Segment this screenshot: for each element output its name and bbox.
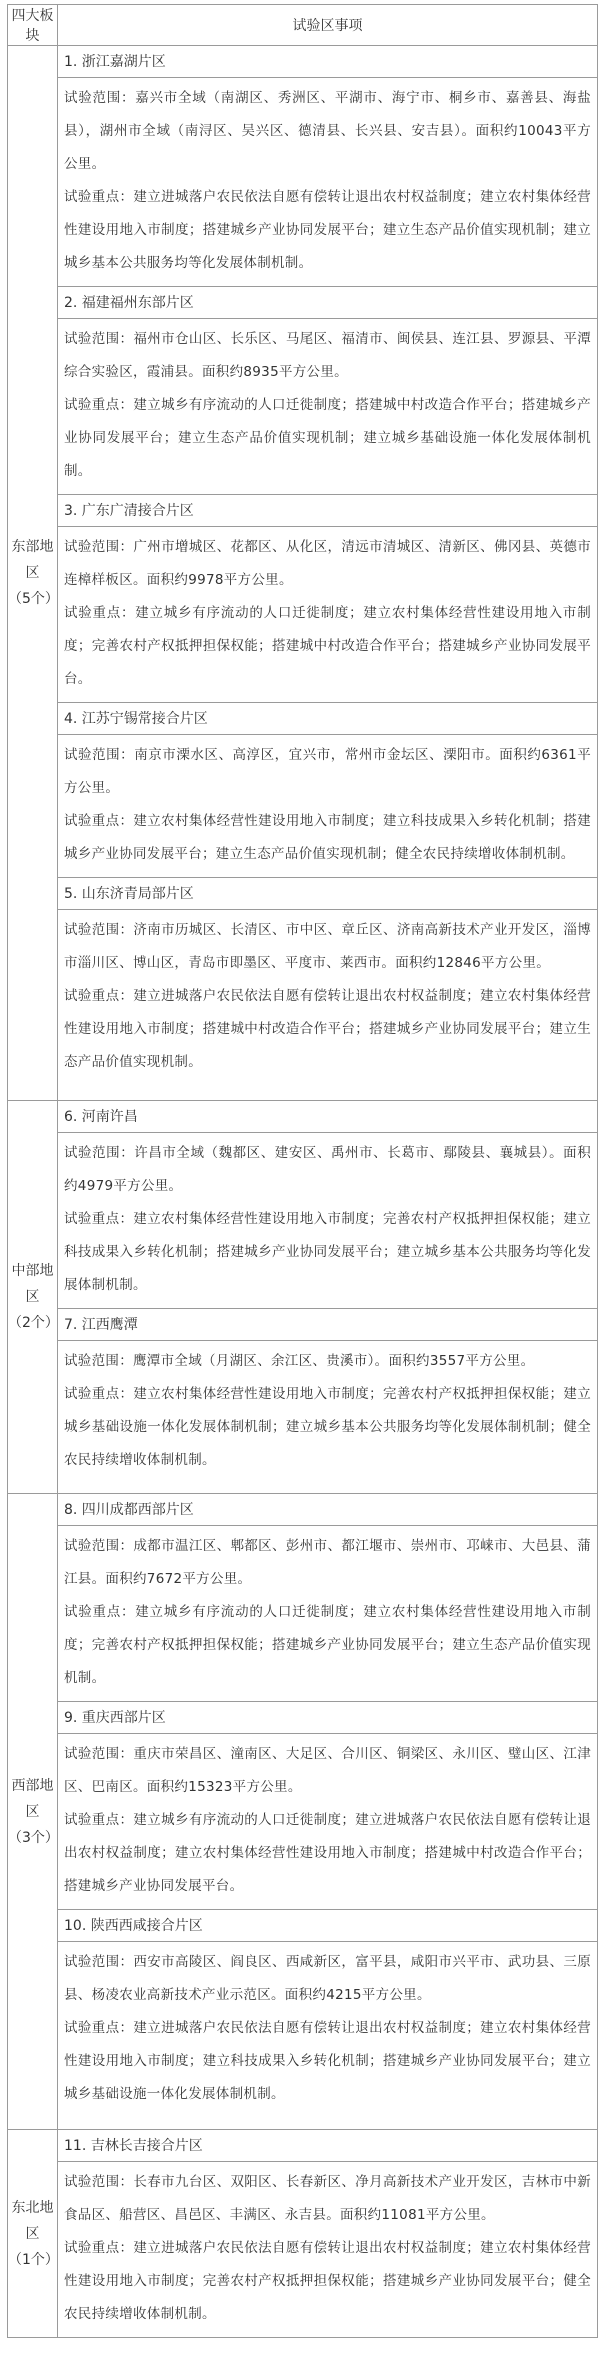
area-focus: 试验重点：建立进城落户农民依法自愿有偿转让退出农村权益制度；建立农村集体经营性建设用地入市制度；完善农村产权抵押担保权能；搭建城乡产业协同发展平台；健全农民持续增收体制机制。 [64, 2240, 591, 2322]
area-focus: 试验重点：建立进城落户农民依法自愿有偿转让退出农村权益制度；建立农村集体经营性建设用地入市制度；搭建城中村改造合作平台；搭建城乡产业协同发展平台；建立生态产品价值实现机制。 [64, 988, 591, 1070]
area-title: 10. 陕西西咸接合片区 [58, 1910, 597, 1942]
table-row [8, 46, 598, 287]
table-row [8, 495, 598, 703]
area-scope: 试验范围：许昌市全域（魏都区、建安区、禹州市、长葛市、鄢陵县、襄城县）。面积约4979平方公里。 [64, 1145, 591, 1194]
area-scope: 试验范围：长春市九台区、双阳区、长春新区、净月高新技术产业开发区，吉林市中新食品区、船营区、昌邑区、丰满区、永吉县。面积约11081平方公里。 [64, 2174, 591, 2223]
area-body [58, 735, 597, 877]
region-count: （1个） [8, 2251, 59, 2268]
area-focus: 试验重点：建立城乡有序流动的人口迁徙制度；建立进城落户农民依法自愿有偿转让退出农村权益制度；建立农村集体经营性建设用地入市制度；搭建城中村改造合作平台；搭建城乡产业协同发展平台。 [64, 1812, 591, 1894]
region-name: 东部地区 [11, 539, 54, 581]
area-focus: 试验重点：建立城乡有序流动的人口迁徙制度；建立农村集体经营性建设用地入市制度；完善农村产权抵押担保权能；搭建城乡产业协同发展平台；建立生态产品价值实现机制。 [64, 1604, 591, 1686]
area-cell [58, 1101, 598, 1309]
table-header [8, 5, 598, 46]
region-name: 西部地区 [11, 1777, 54, 1820]
area-body [58, 1341, 597, 1483]
area-scope: 试验范围：成都市温江区、郫都区、彭州市、都江堰市、崇州市、邛崃市、大邑县、蒲江县。面积约7672平方公里。 [64, 1538, 591, 1587]
area-body [58, 1942, 597, 2117]
area-body [58, 1133, 597, 1308]
region-cell-east [8, 46, 58, 1101]
header-items: 试验区事项 [58, 5, 598, 46]
area-scope: 试验范围：西安市高陵区、阎良区、西咸新区，富平县，咸阳市兴平市、武功县、三原县、杨凌农业高新技术产业示范区。面积约4215平方公里。 [64, 1954, 591, 2003]
table-row [8, 287, 598, 495]
area-title: 5. 山东济青局部片区 [58, 878, 597, 910]
area-title: 6. 河南许昌 [58, 1101, 597, 1133]
area-focus: 试验重点：建立城乡有序流动的人口迁徙制度；建立农村集体经营性建设用地入市制度；完善农村产权抵押担保权能；搭建城中村改造合作平台；搭建城乡产业协同发展平台。 [64, 605, 591, 687]
area-focus: 试验重点：建立农村集体经营性建设用地入市制度；完善农村产权抵押担保权能；建立科技成果入乡转化机制；搭建城乡产业协同发展平台；建立城乡基本公共服务均等化发展体制机制。 [64, 1211, 591, 1293]
area-cell [58, 878, 598, 1101]
area-focus: 试验重点：建立农村集体经营性建设用地入市制度；完善农村产权抵押担保权能；建立城乡基础设施一体化发展体制机制；建立城乡基本公共服务均等化发展体制机制；健全农民持续增收体制机制。 [64, 1386, 591, 1468]
region-count: （2个） [8, 1315, 59, 1331]
area-body [58, 319, 597, 494]
area-body [58, 2162, 597, 2337]
region-name: 东北地区 [11, 2199, 54, 2242]
area-cell [58, 1910, 598, 2130]
area-title: 3. 广东广清接合片区 [58, 495, 597, 527]
pilot-zones-table [7, 4, 598, 2338]
area-title: 8. 四川成都西部片区 [58, 1494, 597, 1526]
region-cell-west [8, 1494, 58, 2130]
area-body [58, 1734, 597, 1909]
area-title: 1. 浙江嘉湖片区 [58, 46, 597, 78]
area-title: 2. 福建福州东部片区 [58, 287, 597, 319]
region-cell-central [8, 1101, 58, 1494]
region-count: （3个） [8, 1829, 59, 1846]
area-cell [58, 1702, 598, 1910]
area-title: 9. 重庆西部片区 [58, 1702, 597, 1734]
area-body [58, 910, 597, 1085]
area-scope: 试验范围：南京市溧水区、高淳区，宜兴市，常州市金坛区、溧阳市。面积约6361平方公里。 [64, 747, 591, 796]
area-cell [58, 495, 598, 703]
region-cell-northeast [8, 2130, 58, 2338]
area-cell [58, 703, 598, 878]
table-row [8, 1494, 598, 1702]
area-focus: 试验重点：建立城乡有序流动的人口迁徙制度；搭建城中村改造合作平台；搭建城乡产业协同发展平台；建立生态产品价值实现机制；建立城乡基础设施一体化发展体制机制。 [64, 397, 591, 479]
area-scope: 试验范围：重庆市荣昌区、潼南区、大足区、合川区、铜梁区、永川区、璧山区、江津区、巴南区。面积约15323平方公里。 [64, 1746, 591, 1795]
area-focus: 试验重点：建立农村集体经营性建设用地入市制度；建立科技成果入乡转化机制；搭建城乡产业协同发展平台；建立生态产品价值实现机制；健全农民持续增收体制机制。 [64, 813, 591, 862]
table-row [8, 1702, 598, 1910]
area-focus: 试验重点：建立进城落户农民依法自愿有偿转让退出农村权益制度；建立农村集体经营性建设用地入市制度；搭建城乡产业协同发展平台；建立生态产品价值实现机制；建立城乡基本公共服务均等化发展体制机制。 [64, 189, 591, 271]
table-row [8, 878, 598, 1101]
area-cell [58, 2130, 598, 2338]
area-focus: 试验重点：建立进城落户农民依法自愿有偿转让退出农村权益制度；建立农村集体经营性建设用地入市制度；建立科技成果入乡转化机制；搭建城乡产业协同发展平台；建立城乡基础设施一体化发展体制机制。 [64, 2020, 591, 2102]
table-row [8, 1309, 598, 1494]
area-body [58, 78, 597, 286]
table-row [8, 703, 598, 878]
region-count: （5个） [8, 591, 59, 607]
area-scope: 试验范围：鹰潭市全域（月湖区、余江区、贵溪市）。面积约3557平方公里。 [64, 1353, 535, 1369]
area-body [58, 527, 597, 702]
area-scope: 试验范围：广州市增城区、花都区、从化区，清远市清城区、清新区、佛冈县、英德市连樟样板区。面积约9978平方公里。 [64, 539, 591, 588]
area-cell [58, 1309, 598, 1494]
area-cell [58, 287, 598, 495]
area-title: 7. 江西鹰潭 [58, 1309, 597, 1341]
table-row [8, 2130, 598, 2338]
area-cell [58, 46, 598, 287]
area-title: 4. 江苏宁锡常接合片区 [58, 703, 597, 735]
region-name: 中部地区 [11, 1263, 54, 1305]
area-cell [58, 1494, 598, 1702]
table-row [8, 1101, 598, 1309]
table-row [8, 1910, 598, 2130]
area-scope: 试验范围：济南市历城区、长清区、市中区、章丘区、济南高新技术产业开发区，淄博市淄川区、博山区，青岛市即墨区、平度市、莱西市。面积约12846平方公里。 [64, 922, 591, 971]
area-body [58, 1526, 597, 1701]
area-scope: 试验范围：嘉兴市全域（南湖区、秀洲区、平湖市、海宁市、桐乡市、嘉善县、海盐县），湖州市全域（南浔区、吴兴区、德清县、长兴县、安吉县）。面积约10043平方公里。 [64, 90, 591, 172]
area-title: 11. 吉林长吉接合片区 [58, 2130, 597, 2162]
header-region: 四大板块 [8, 5, 58, 46]
area-scope: 试验范围：福州市仓山区、长乐区、马尾区、福清市、闽侯县、连江县、罗源县、平潭综合实验区，霞浦县。面积约8935平方公里。 [64, 331, 591, 380]
